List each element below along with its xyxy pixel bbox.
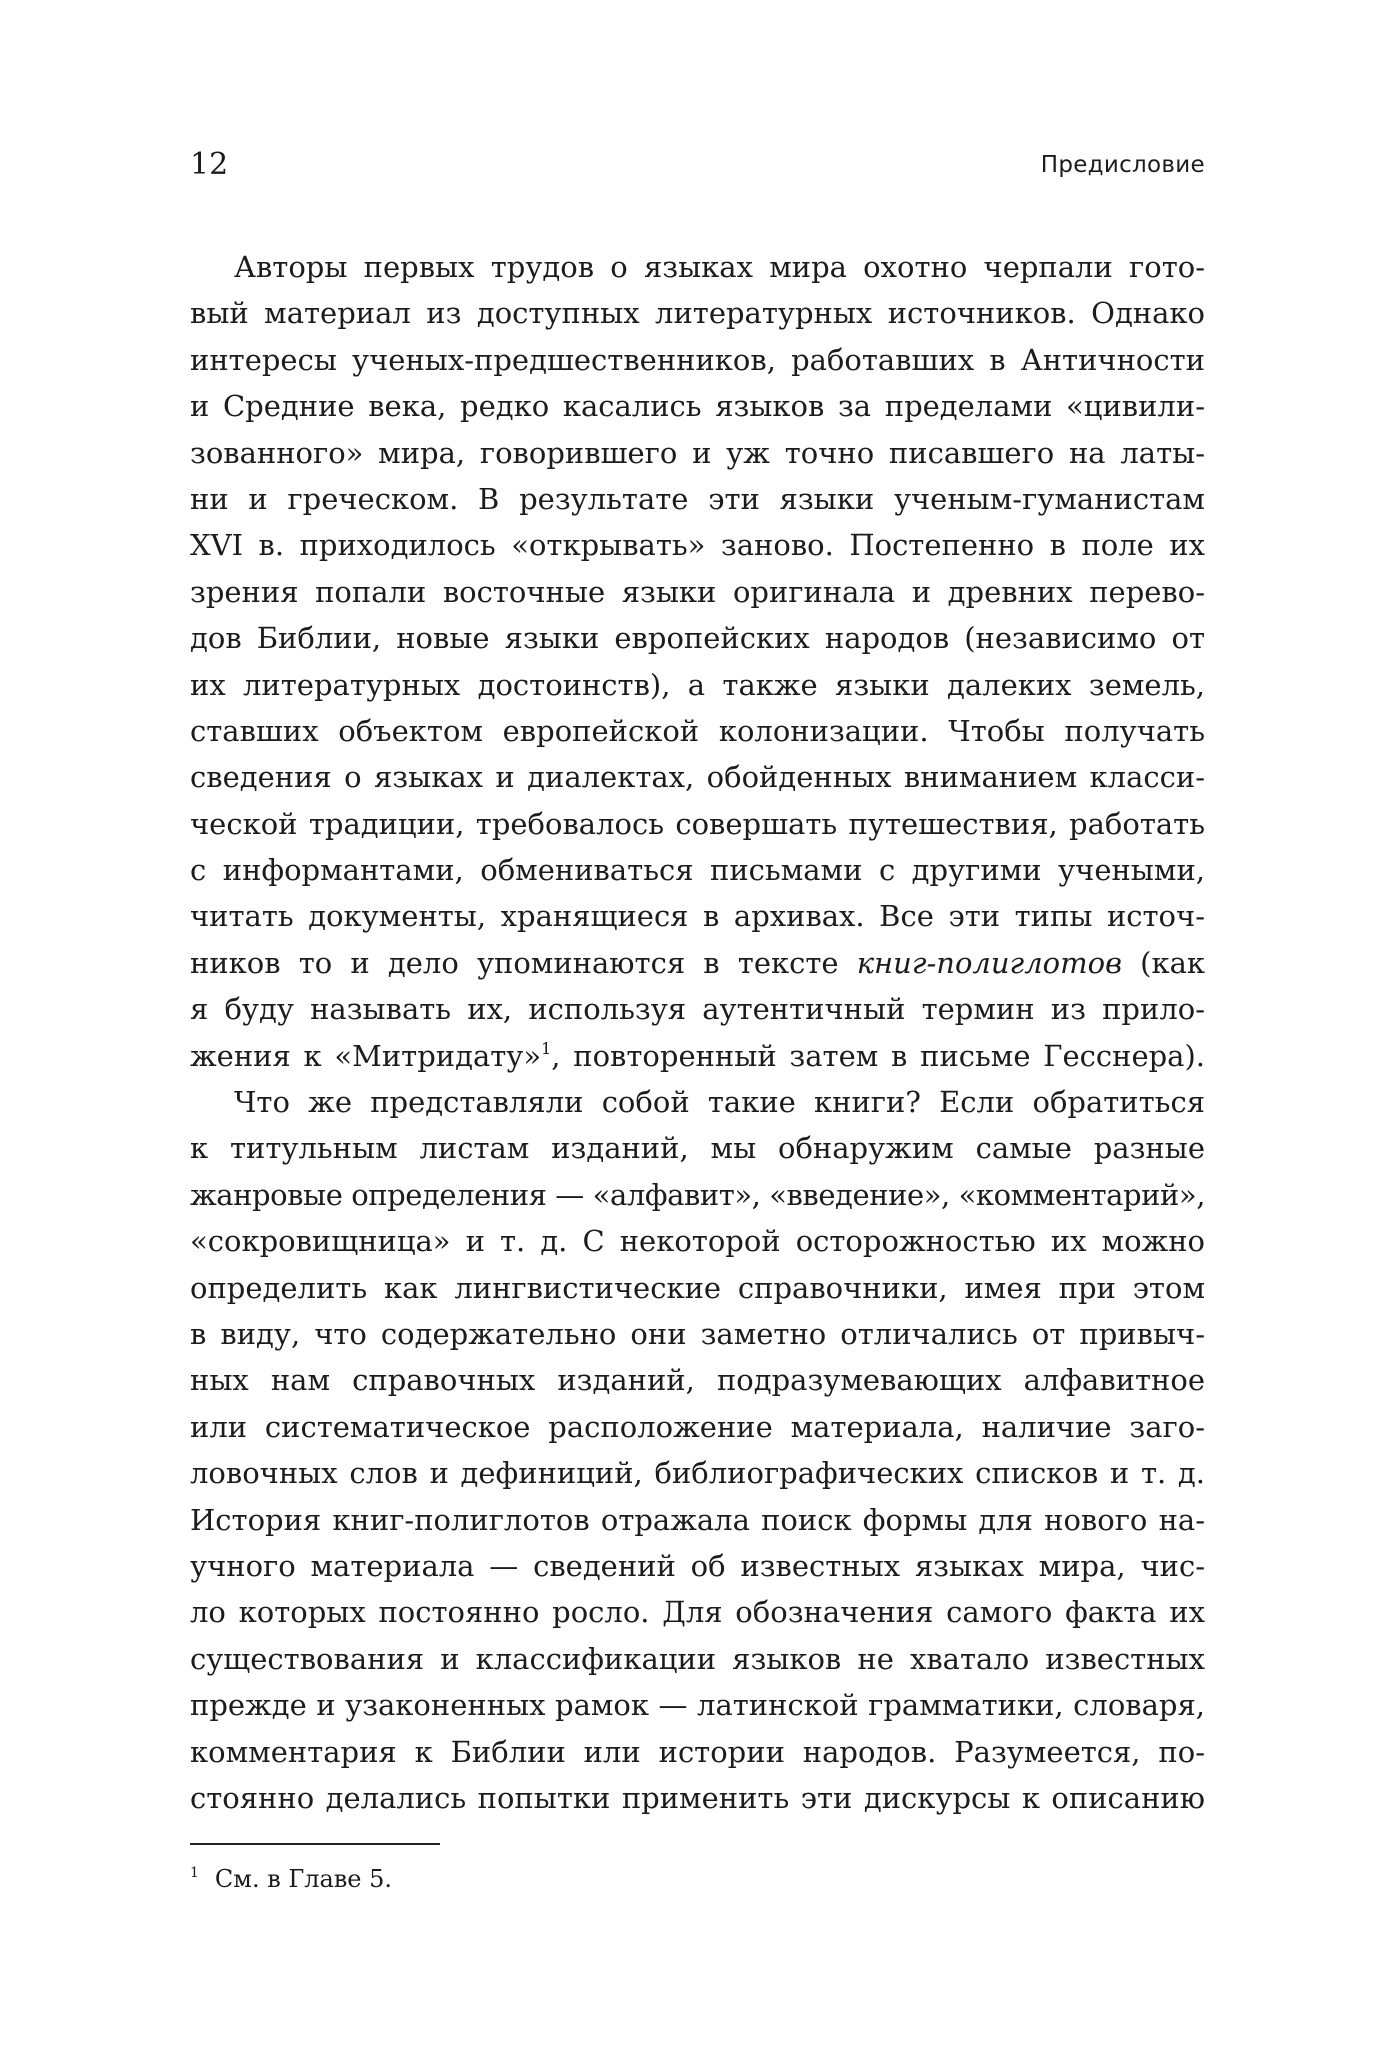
text-line: ческой традиции, требовалось совершать путешествия, работать	[190, 806, 1205, 841]
footnote-marker: 1	[190, 1865, 199, 1881]
text-line: ставших объектом европейской колонизации. Чтобы получать	[190, 713, 1205, 748]
text-run: жения к «Митридату»	[190, 1038, 542, 1073]
text-line: XVI в. приходилось «открывать» заново. Постепенно в поле их	[190, 528, 1205, 563]
text-line	[190, 1033, 1205, 1079]
text-line: к титульным листам изданий, мы обнаружим самые разные	[190, 1131, 1205, 1166]
text-line: стоянно делались попытки применить эти дискурсы к описанию	[190, 1780, 1205, 1815]
text-line: учного материала — сведений об известных языках мира, чис-	[190, 1548, 1205, 1583]
text-line: существования и классификации языков не хватало известных	[190, 1641, 1205, 1676]
italic-term: книг-полиглотов	[856, 945, 1122, 980]
text-line: История книг-полиглотов отражала поиск формы для нового на-	[190, 1502, 1205, 1537]
text-line: Что же представляли собой такие книги? Если обратиться	[234, 1085, 1205, 1120]
text-line: сведения о языках и диалектах, обойденных вниманием класси-	[190, 760, 1205, 795]
running-section-title: Предисловие	[1040, 152, 1205, 178]
footnote-divider	[190, 1843, 440, 1845]
text-line: зрения попали восточные языки оригинала и древних перево-	[190, 574, 1205, 609]
text-run: ников то и дело упоминаются в тексте	[190, 945, 857, 980]
text-line: ных нам справочных изданий, подразумевающих алфавитное	[190, 1363, 1205, 1398]
text-line: в виду, что содержательно они заметно отличались от привыч-	[190, 1316, 1205, 1351]
text-line	[190, 940, 1205, 986]
text-line: ни и греческом. В результате эти языки ученым-гуманистам	[190, 481, 1205, 516]
text-line: их литературных достоинств), а также языки далеких земель,	[190, 667, 1205, 702]
text-line: зованного» мира, говорившего и уж точно писавшего на латы-	[190, 435, 1205, 470]
text-line: дов Библии, новые языки европейских народов (независимо от	[190, 621, 1205, 656]
text-line: прежде и узаконенных рамок — латинской грамматики, словаря,	[190, 1688, 1205, 1723]
text-line: Авторы первых трудов о языках мира охотно черпали гото-	[234, 250, 1205, 284]
paragraph-2	[190, 1079, 1205, 1821]
text-line: «сокровищница» и т. д. С некоторой осторожностью их можно	[190, 1224, 1205, 1259]
page-number: 12	[190, 147, 229, 182]
footnote-reference[interactable]: 1	[541, 1038, 552, 1058]
text-line: и Средние века, редко касались языков за пределами «цивили-	[190, 389, 1205, 424]
text-line: или систематическое расположение материала, наличие заго-	[190, 1409, 1205, 1444]
text-line: вый материал из доступных литературных источников. Однако	[190, 296, 1205, 331]
text-run: (как	[1121, 945, 1205, 980]
footnote-text: См. в Главе 5.	[214, 1865, 393, 1893]
text-line: с информантами, обмениваться письмами с другими учеными,	[190, 853, 1205, 888]
running-head	[190, 147, 1205, 190]
footnote	[190, 1862, 392, 1896]
text-line: ло которых постоянно росло. Для обозначения самого факта их	[190, 1595, 1205, 1630]
main-text	[190, 244, 1205, 1821]
text-line: комментария к Библии или истории народов. Разумеется, по-	[190, 1734, 1205, 1769]
text-line: жанровые определения — «алфавит», «введение», «комментарий»,	[190, 1177, 1205, 1212]
text-run: , повторенный затем в письме Гесснера).	[551, 1038, 1205, 1073]
text-line: ловочных слов и дефиниций, библиографических списков и т. д.	[190, 1456, 1205, 1491]
text-line: определить как лингвистические справочники, имея при этом	[190, 1270, 1205, 1305]
text-line: я буду называть их, используя аутентичный термин из прило-	[190, 992, 1205, 1027]
text-line: читать документы, хранящиеся в архивах. Все эти типы источ-	[190, 899, 1205, 934]
text-line: интересы ученых-предшественников, работавших в Античности	[190, 342, 1205, 377]
paragraph-1	[190, 244, 1205, 1079]
